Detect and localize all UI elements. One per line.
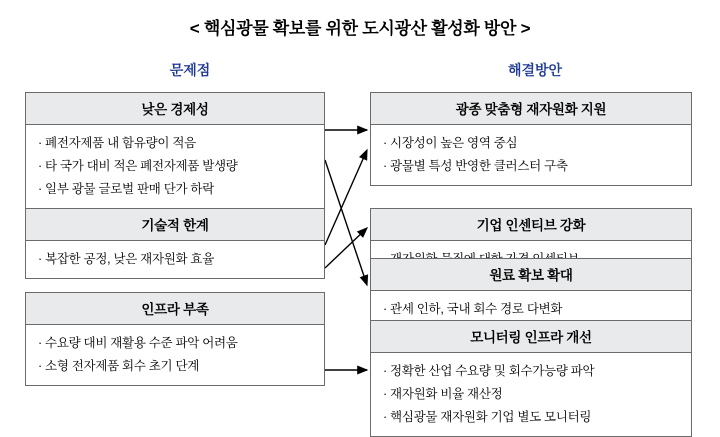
solution-box-incentive-header: 기업 인센티브 강화 (371, 209, 691, 241)
list-item: · 시장성이 높은 영역 중심 (383, 132, 681, 155)
column-header-solutions: 해결방안 (507, 62, 563, 78)
arrow-tech-to-support (325, 150, 367, 245)
solution-box-source (370, 258, 692, 329)
solution-box-support (370, 92, 692, 186)
page-title: < 핵심광물 확보를 위한 도시광산 활성화 방안 > (189, 19, 531, 38)
problem-box-infrastructure-header: 인프라 부족 (26, 293, 324, 325)
problem-box-infrastructure-body (26, 325, 324, 385)
list-item: · 수요량 대비 재활용 수준 파악 어려움 (38, 332, 314, 355)
list-item: · 광물별 특성 반영한 클러스터 구축 (383, 155, 681, 178)
problem-box-infrastructure (25, 292, 325, 386)
list-item: · 핵심광물 재자원화 기업 별도 모니터링 (383, 406, 681, 429)
problem-box-technology-body (26, 241, 324, 278)
list-item: · 폐전자제품 내 함유량이 적음 (38, 132, 314, 155)
list-item: · 재자원화 비율 재산정 (383, 383, 681, 406)
solution-box-monitoring-body (371, 353, 691, 436)
list-item: · 타 국가 대비 적은 폐전자제품 발생량 (38, 155, 314, 178)
arrow-tech-to-incent (325, 228, 367, 268)
list-item: · 일부 광물 글로벌 판매 단가 하락 (38, 178, 314, 201)
list-item: · 관세 인하, 국내 회수 경로 다변화 (383, 298, 681, 321)
solution-box-support-header: 광종 맞춤형 재자원화 지원 (371, 93, 691, 125)
solution-box-monitoring-header: 모니터링 인프라 개선 (371, 321, 691, 353)
problem-box-technology (25, 208, 325, 279)
solution-box-support-body (371, 125, 691, 185)
arrow-econ-to-source (325, 160, 367, 285)
problem-box-economics-header: 낮은 경제성 (26, 93, 324, 125)
column-header-problems: 문제점 (169, 62, 211, 78)
problem-box-economics (25, 92, 325, 209)
problem-box-economics-body (26, 125, 324, 208)
list-item: · 소형 전자제품 회수 초기 단계 (38, 355, 314, 378)
list-item: · 복잡한 공정, 낮은 재자원화 효율 (38, 248, 314, 271)
solution-box-source-header: 원료 확보 확대 (371, 259, 691, 291)
problem-box-technology-header: 기술적 한계 (26, 209, 324, 241)
solution-box-monitoring (370, 320, 692, 437)
list-item: · 정확한 산업 수요량 및 회수가능량 파악 (383, 360, 681, 383)
